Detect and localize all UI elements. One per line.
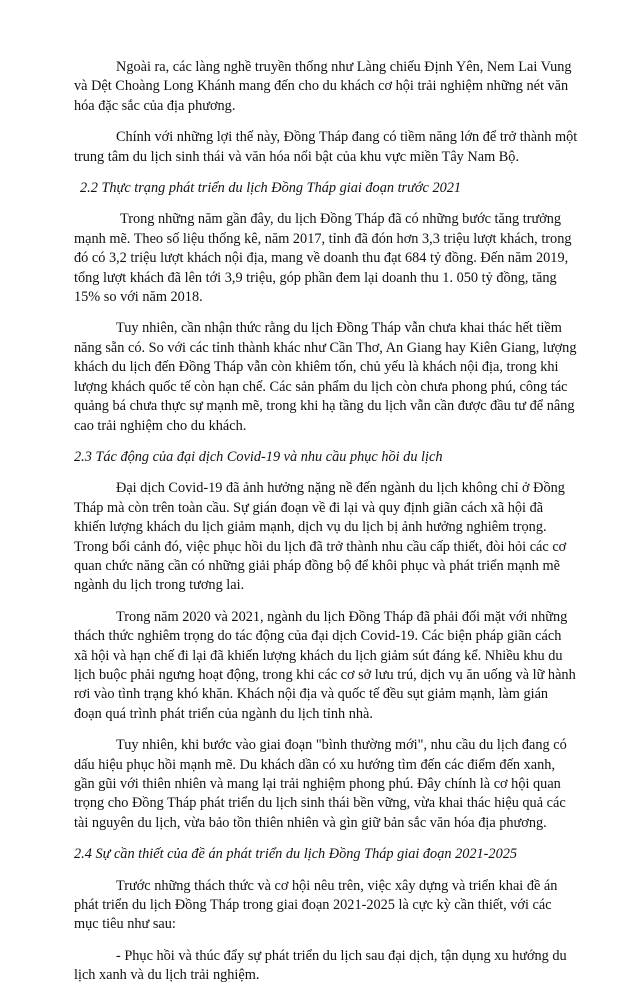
paragraph-new-normal-recovery: Tuy nhiên, khi bước vào giai đoạn "bình thường mới", nhu cầu du lịch đang có dấu hiệu phục hồi mạnh mẽ. Du khách dần có xu hướng tìm đến các điểm đến xanh, gần gũi với thiên nhiên và mang lại trải nghiệm phong phú. Đây chính là cơ hội quan trọng cho Đồng Tháp phát triển du lịch sinh thái bền vững, vừa khai thác hiệu quả các tài nguyên du lịch, vừa bảo tồn thiên nhiên và gìn giữ bản sắc văn hóa địa phương. — [74, 737, 567, 831]
paragraph-covid-impact: Đại dịch Covid-19 đã ảnh hưởng nặng nề đến ngành du lịch không chỉ ở Đồng Tháp mà còn trên toàn cầu. Sự gián đoạn về đi lại và quy định giãn cách xã hội đã khiến lượng khách du lịch giảm mạnh, dịch vụ du lịch bị ảnh hưởng nghiêm trọng. Trong bối cảnh đó, việc phục hồi du lịch đã trở thành nhu cầu cấp thiết, đòi hỏi các cơ quan chức năng cần có những giải pháp đồng bộ để khôi phục và phát triển mạnh mẽ ngành du lịch trong tương lai. — [74, 480, 567, 594]
list-item-recovery-goal: - Phục hồi và thúc đẩy sự phát triển du lịch sau đại dịch, tận dụng xu hướng du lịch xanh và du lịch trải nghiệm. — [74, 947, 567, 984]
section-heading-2-2: 2.2 Thực trạng phát triển du lịch Đồng Tháp giai đoạn trước 2021 — [80, 180, 462, 197]
paragraph-project-necessity: Trước những thách thức và cơ hội nêu trên, việc xây dựng và triển khai đề án phát triển du lịch Đồng Tháp trong giai đoạn 2021-2025 là cực kỳ cần thiết, với các mục tiêu như sau: — [74, 877, 558, 933]
section-heading-2-3: 2.3 Tác động của đại dịch Covid-19 và nhu cầu phục hồi du lịch — [74, 448, 443, 465]
paragraph-craft-villages: Ngoài ra, các làng nghề truyền thống như Làng chiếu Định Yên, Nem Lai Vung và Dệt Choàng Long Khánh mang đến cho du khách cơ hội trải nghiệm những nét văn hóa đặc sắc của địa phương. — [74, 59, 572, 114]
paragraph-potential: Chính với những lợi thế này, Đồng Tháp đang có tiềm năng lớn để trở thành một trung tâm du lịch sinh thái và văn hóa nổi bật của khu vực miền Tây Nam Bộ. — [74, 129, 578, 165]
paragraph-untapped-potential: Tuy nhiên, cần nhận thức rằng du lịch Đồng Tháp vẫn chưa khai thác hết tiềm năng sẵn có. So với các tỉnh thành khác như Cần Thơ, An Giang hay Kiên Giang, lượng khách du lịch đến Đồng Tháp vẫn còn khiêm tốn, chủ yếu là khách nội địa, trong khi lượng khách quốc tế còn hạn chế. Các sản phẩm du lịch còn chưa phong phú, công tác quảng bá chưa thực sự mạnh mẽ, trong khi hạ tầng du lịch vẫn cần được đầu tư để nâng cao trải nghiệm cho du khách. — [74, 320, 577, 434]
paragraph-growth-statistics: Trong những năm gần đây, du lịch Đồng Tháp đã có những bước tăng trưởng mạnh mẽ. Theo số liệu thống kê, năm 2017, tỉnh đã đón hơn 3,3 triệu lượt khách, trong đó có 3,2 triệu lượt khách nội địa, mang về doanh thu đạt 684 tỷ đồng. Đến năm 2019, tổng lượt khách đã lên tới 3,9 triệu, góp phần đem lại doanh thu 1. 050 tỷ đồng, tăng 15% so với năm 2018. — [74, 211, 572, 306]
section-heading-2-4: 2.4 Sự cần thiết của đề án phát triển du lịch Đồng Tháp giai đoạn 2021-2025 — [74, 846, 518, 863]
paragraph-2020-2021-challenges: Trong năm 2020 và 2021, ngành du lịch Đồng Tháp đã phải đối mặt với những thách thức nghiêm trọng do tác động của đại dịch Covid-19. Các biện pháp giãn cách xã hội và hạn chế đi lại đã khiến lượng khách du lịch giảm sút đáng kể. Nhiều khu du lịch buộc phải ngưng hoạt động, trong khi các cơ sở lưu trú, dịch vụ ăn uống và lữ hành rơi vào tình trạng khó khăn. Khách nội địa và quốc tế đều sụt giảm mạnh, làm gián đoạn quá trình phát triển của ngành du lịch tỉnh nhà. — [74, 608, 576, 722]
